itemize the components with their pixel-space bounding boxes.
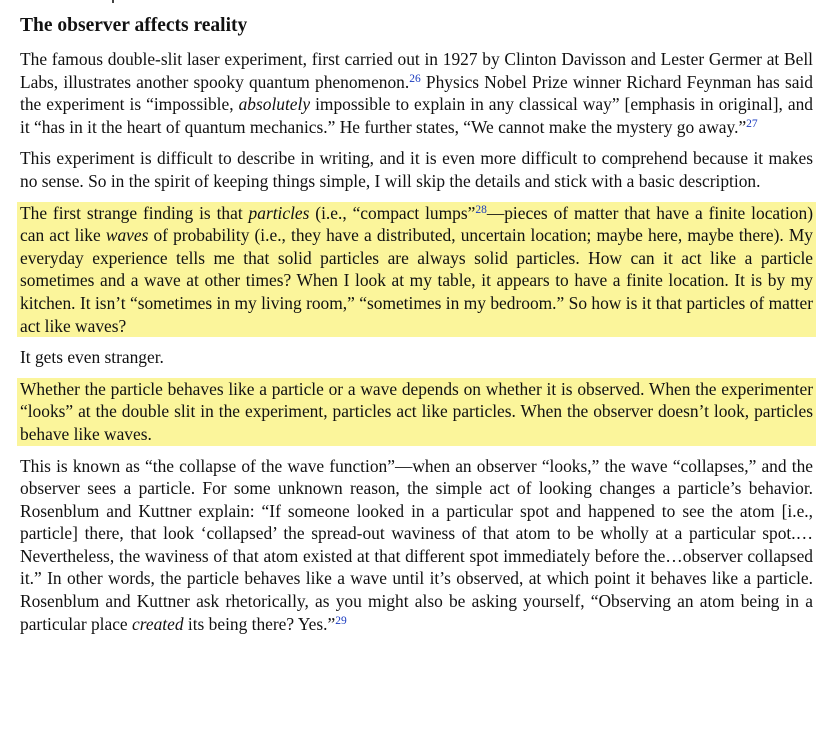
paragraph-even-stranger: It gets even stranger. bbox=[20, 347, 164, 368]
clipped-previous-line bbox=[20, 0, 813, 8]
paragraph-double-slit-intro bbox=[20, 48, 813, 138]
footnote-ref-27[interactable]: 27 bbox=[746, 117, 758, 130]
p6-text-a: This is known as “the collapse of the wave function”—when an observer “looks,” the wave “collapses,” and the observer sees a particle. For some unknown reason, the simple act of looking changes a particle’s behavior. Rosenblum and Kuttner explain: “If someone looked in a particular spot and happened to see the atom [i.e., particle] there, that look ‘collapsed’ the spread-out waviness of that atom to be wholly at a particular spot.… Nevertheless, the waviness of that atom existed at that different spot immediately before the…observer collapsed it.” In other words, the particle behaves like a wave until it’s observed, at which point it behaves like a particle. Rosenblum and Kuttner ask rhetorically, as you might also be asking yourself, “Observing an atom being in a particular place bbox=[20, 455, 813, 634]
p3-text-c: —pieces of matter that have a finite location) can act like bbox=[20, 202, 813, 246]
paragraph-wave-function-collapse bbox=[20, 455, 813, 636]
footnote-ref-29[interactable]: 29 bbox=[335, 614, 347, 627]
p3-text-b: (i.e., “compact lumps” bbox=[309, 202, 476, 223]
highlighted-paragraph-observation: Whether the particle behaves like a particle or a wave depends on whether it is observed. When the experimenter “looks” at the double slit in the experiment, particles act like particles. When the observer doesn’t look, particles behave like waves. bbox=[17, 378, 816, 446]
p1-text-a: The famous double-slit laser experiment, first carried out in 1927 by Clinton Davisson and Lester Germer at Bell Labs, illustrates another spooky quantum phenomenon. bbox=[20, 49, 813, 92]
paragraph-difficult-to-describe: This experiment is difficult to describe in writing, and it is even more difficult to comprehend because it makes no sense. So in the spirit of keeping things simple, I will skip the details and stick with a basic description. bbox=[20, 148, 813, 191]
section-heading: The observer affects reality bbox=[20, 15, 248, 36]
p6-emphasis-created: created bbox=[132, 613, 184, 634]
p1-text-b: Physics Nobel Prize winner Richard Feynman has said the experiment is “impossible, bbox=[20, 71, 813, 115]
p3-emphasis-particles: particles bbox=[248, 202, 310, 223]
document-page bbox=[20, 0, 813, 644]
footnote-ref-28[interactable]: 28 bbox=[475, 203, 487, 216]
p3-emphasis-waves: waves bbox=[105, 225, 149, 246]
p1-emphasis: absolutely bbox=[238, 94, 311, 115]
p3-text-a: The first strange finding is that bbox=[20, 202, 249, 223]
clipped-glyph bbox=[112, 0, 114, 3]
highlighted-paragraph-particles-waves bbox=[17, 202, 816, 338]
p6-text-b: its being there? Yes.” bbox=[183, 613, 336, 634]
p1-text-c: impossible to explain in any classical way” [emphasis in original], and it “has in it the heart of quantum mechanics.” He further states, “We cannot make the mystery go away.” bbox=[20, 94, 814, 137]
footnote-ref-26[interactable]: 26 bbox=[409, 72, 421, 85]
p3-text-d: of probability (i.e., they have a distributed, uncertain location; maybe here, maybe there). My everyday experience tells me that solid particles are always solid particles. How can it act like a particle sometimes and a wave at other times? When I look at my table, it appears to have a finite location. It is by my kitchen. It isn’t “sometimes in my living room,” “sometimes in my bedroom.” So how is it that particles of matter act like waves? bbox=[20, 225, 813, 336]
